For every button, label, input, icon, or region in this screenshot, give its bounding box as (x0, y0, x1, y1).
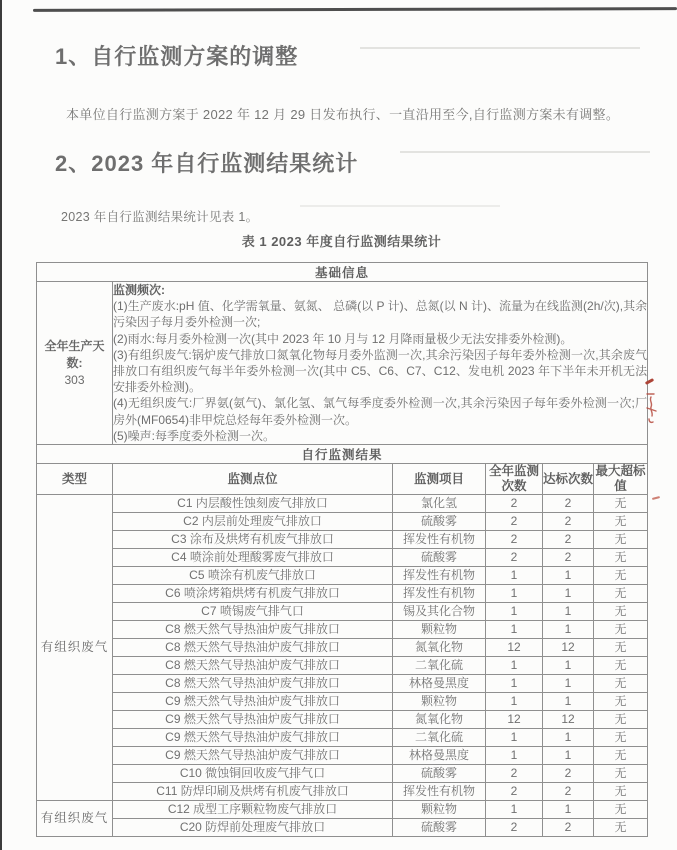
pass-count-cell: 1 (543, 693, 594, 711)
max-exceed-cell: 无 (594, 783, 648, 801)
max-exceed-cell: 无 (594, 639, 648, 657)
table-title: 表 1 2023 年度自行监测结果统计 (241, 234, 442, 249)
results-table-body (37, 495, 648, 837)
max-exceed-cell: 无 (594, 765, 648, 783)
table-row (37, 585, 648, 603)
annual-count-cell: 1 (486, 801, 543, 819)
monitor-point-cell: C9 燃天然气导热油炉废气排放口 (113, 711, 393, 729)
section-1-paragraph: 本单位自行监测方案于 2022 年 12 月 29 日发布执行、一直沿用至今,自行监测方案未有调整。 (66, 107, 620, 122)
annual-count-cell: 1 (486, 621, 543, 639)
table-row (37, 621, 648, 639)
monitor-point-cell: C10 微蚀铜回收废气排气口 (113, 765, 393, 783)
production-days-value: 303 (64, 372, 85, 387)
scan-artifact-top-edge (33, 7, 677, 12)
frequency-line: (4)无组织废气:厂界氨(氨气)、氯化氢、氯气每季度委外检测一次,其余污染因子每年委外检测一次;厂房外(MF0654)非甲烷总烃每年委外检测一次。 (113, 396, 648, 427)
pass-count-cell: 1 (543, 621, 594, 639)
monitor-item-cell: 锡及其化合物 (393, 603, 486, 621)
frequency-line: 监测频次: (113, 283, 165, 297)
monitor-point-cell: C3 涂布及烘烤有机废气排放口 (113, 531, 393, 549)
monitor-item-cell: 硫酸雾 (393, 819, 486, 837)
column-header-pass-count: 达标次数 (543, 464, 594, 495)
production-days-label: 全年生产天数: (44, 338, 105, 370)
monitor-item-cell: 二氧化硫 (393, 657, 486, 675)
table-row (37, 567, 648, 585)
pass-count-cell: 1 (543, 567, 594, 585)
type-group-cell: 有组织废气 (37, 801, 113, 837)
monitor-item-cell: 林格曼黑度 (393, 747, 486, 765)
pass-count-cell: 2 (543, 531, 594, 549)
monitor-point-cell: C8 燃天然气导热油炉废气排放口 (113, 657, 393, 675)
monitor-point-cell: C4 喷涂前处理酸雾废气排放口 (113, 549, 393, 567)
monitor-point-cell: C2 内层前处理废气排放口 (113, 513, 393, 531)
pass-count-cell: 1 (543, 729, 594, 747)
pass-count-cell: 2 (543, 549, 594, 567)
production-days-cell (37, 282, 113, 445)
monitor-item-cell: 挥发性有机物 (393, 585, 486, 603)
basic-info-row (37, 282, 648, 445)
frequency-line: (3)有组织废气:锅炉废气排放口氮氧化物每月委外监测一次,其余污染因子每年委外检测一次,其余废气排放口有组织废气每半年委外检测一次(其中 C5、C6、C7、C12、发电机 2023 年下半年未开机无法安排委外检测)。 (113, 347, 648, 395)
annual-count-cell: 2 (486, 765, 543, 783)
monitor-point-cell: C9 燃天然气导热油炉废气排放口 (113, 693, 393, 711)
red-pen-mark (644, 391, 660, 425)
annual-count-cell: 2 (486, 513, 543, 531)
section-2-heading: 2、2023 年自行监测结果统计 (55, 151, 359, 176)
frequency-line: (1)生产废水:pH 值、化学需氧量、氨氮、 总磷(以 P 计)、总氮(以 N 计)、流量为在线监测(2h/次),其余污染因子每月委外检测一次; (113, 299, 648, 330)
max-exceed-cell: 无 (594, 531, 648, 549)
monitor-item-cell: 颗粒物 (393, 801, 486, 819)
monitor-item-cell: 氮氧化物 (393, 639, 486, 657)
monitoring-frequency-cell (113, 282, 648, 445)
table-row (37, 603, 648, 621)
monitor-point-cell: C8 燃天然气导热油炉废气排放口 (113, 675, 393, 693)
scan-artifact-streak (300, 205, 500, 207)
pass-count-cell: 2 (543, 765, 594, 783)
annual-count-cell: 1 (486, 657, 543, 675)
max-exceed-cell: 无 (594, 693, 648, 711)
max-exceed-cell: 无 (594, 819, 648, 837)
max-exceed-cell: 无 (594, 747, 648, 765)
frequency-line: (2)雨水:每月委外检测一次(其中 2023 年 10 月与 12 月降雨量极少无法安排委外检测)。 (113, 331, 573, 346)
monitor-point-cell: C7 喷锡废气排气口 (113, 603, 393, 621)
frequency-line: (5)噪声:每季度委外检测一次。 (113, 428, 276, 443)
pass-count-cell: 2 (543, 513, 594, 531)
annual-count-cell: 2 (486, 819, 543, 837)
monitor-item-cell: 硫酸雾 (393, 549, 486, 567)
annual-count-cell: 2 (486, 783, 543, 801)
annual-count-cell: 1 (486, 693, 543, 711)
scan-artifact-left-edge (0, 0, 2, 850)
max-exceed-cell: 无 (594, 801, 648, 819)
pass-count-cell: 2 (543, 495, 594, 513)
monitor-item-cell: 挥发性有机物 (393, 567, 486, 585)
section-1-heading: 1、自行监测方案的调整 (55, 44, 299, 69)
annual-count-cell: 12 (486, 639, 543, 657)
monitor-item-cell: 氯化氢 (393, 495, 486, 513)
monitor-item-cell: 挥发性有机物 (393, 783, 486, 801)
monitor-item-cell: 硫酸雾 (393, 513, 486, 531)
table-row (37, 675, 648, 693)
type-group-cell: 有组织废气 (37, 495, 113, 801)
max-exceed-cell: 无 (594, 711, 648, 729)
table-row (37, 729, 648, 747)
pass-count-cell: 1 (543, 747, 594, 765)
basic-info-header-row (37, 263, 648, 282)
monitor-item-cell: 挥发性有机物 (393, 531, 486, 549)
table-row (37, 765, 648, 783)
column-header-type: 类型 (37, 464, 113, 495)
annual-count-cell: 2 (486, 495, 543, 513)
max-exceed-cell: 无 (594, 603, 648, 621)
section-2-paragraph: 2023 年自行监测结果统计见表 1。 (61, 210, 259, 224)
max-exceed-cell: 无 (594, 657, 648, 675)
monitor-item-cell: 氮氧化物 (393, 711, 486, 729)
monitor-point-cell: C8 燃天然气导热油炉废气排放口 (113, 621, 393, 639)
scan-artifact-streak (360, 47, 640, 49)
results-header: 自行监测结果 (37, 445, 648, 464)
max-exceed-cell: 无 (594, 549, 648, 567)
max-exceed-cell: 无 (594, 513, 648, 531)
pass-count-cell: 1 (543, 657, 594, 675)
table-row (37, 711, 648, 729)
table-row (37, 801, 648, 819)
table-row (37, 747, 648, 765)
pass-count-cell: 1 (543, 675, 594, 693)
annual-count-cell: 1 (486, 747, 543, 765)
table-row (37, 783, 648, 801)
table-row (37, 639, 648, 657)
monitor-point-cell: C9 燃天然气导热油炉废气排放口 (113, 747, 393, 765)
pass-count-cell: 1 (543, 801, 594, 819)
max-exceed-cell: 无 (594, 729, 648, 747)
table-row (37, 549, 648, 567)
pass-count-cell: 2 (543, 819, 594, 837)
max-exceed-cell: 无 (594, 585, 648, 603)
monitor-item-cell: 颗粒物 (393, 621, 486, 639)
max-exceed-cell: 无 (594, 675, 648, 693)
monitor-item-cell: 颗粒物 (393, 693, 486, 711)
table-row (37, 531, 648, 549)
monitor-point-cell: C9 燃天然气导热油炉废气排放口 (113, 729, 393, 747)
monitor-point-cell: C1 内层酸性蚀刻废气排放口 (113, 495, 393, 513)
monitor-point-cell: C8 燃天然气导热油炉废气排放口 (113, 639, 393, 657)
table-row (37, 819, 648, 837)
table-row (37, 513, 648, 531)
monitoring-results-table (36, 262, 648, 837)
annual-count-cell: 1 (486, 675, 543, 693)
annual-count-cell: 1 (486, 567, 543, 585)
monitor-point-cell: C5 喷涂有机废气排放口 (113, 567, 393, 585)
pass-count-cell: 12 (543, 639, 594, 657)
basic-info-header: 基础信息 (37, 263, 648, 282)
annual-count-cell: 12 (486, 711, 543, 729)
pass-count-cell: 2 (543, 783, 594, 801)
table-row (37, 693, 648, 711)
column-header-annual-count: 全年监测次数 (486, 464, 543, 495)
monitor-item-cell: 二氧化硫 (393, 729, 486, 747)
monitor-point-cell: C6 喷涂烤箱烘烤有机废气排放口 (113, 585, 393, 603)
column-header-row (37, 464, 648, 495)
column-header-point: 监测点位 (113, 464, 393, 495)
max-exceed-cell: 无 (594, 567, 648, 585)
scan-artifact-streak (400, 151, 650, 153)
annual-count-cell: 1 (486, 585, 543, 603)
monitor-item-cell: 硫酸雾 (393, 765, 486, 783)
annual-count-cell: 1 (486, 603, 543, 621)
pass-count-cell: 12 (543, 711, 594, 729)
column-header-max-exceed: 最大超标值 (594, 464, 648, 495)
monitor-point-cell: C12 成型工序颗粒物废气排放口 (113, 801, 393, 819)
max-exceed-cell: 无 (594, 495, 648, 513)
annual-count-cell: 2 (486, 531, 543, 549)
pass-count-cell: 1 (543, 603, 594, 621)
annual-count-cell: 1 (486, 729, 543, 747)
monitor-point-cell: C20 防焊前处理废气排放口 (113, 819, 393, 837)
pass-count-cell: 1 (543, 585, 594, 603)
table-row (37, 657, 648, 675)
red-pen-mark (652, 496, 660, 500)
monitor-item-cell: 林格曼黑度 (393, 675, 486, 693)
results-header-row (37, 445, 648, 464)
annual-count-cell: 2 (486, 549, 543, 567)
table-row (37, 495, 648, 513)
monitor-point-cell: C11 防焊印刷及烘烤有机废气排放口 (113, 783, 393, 801)
column-header-item: 监测项目 (393, 464, 486, 495)
max-exceed-cell: 无 (594, 621, 648, 639)
